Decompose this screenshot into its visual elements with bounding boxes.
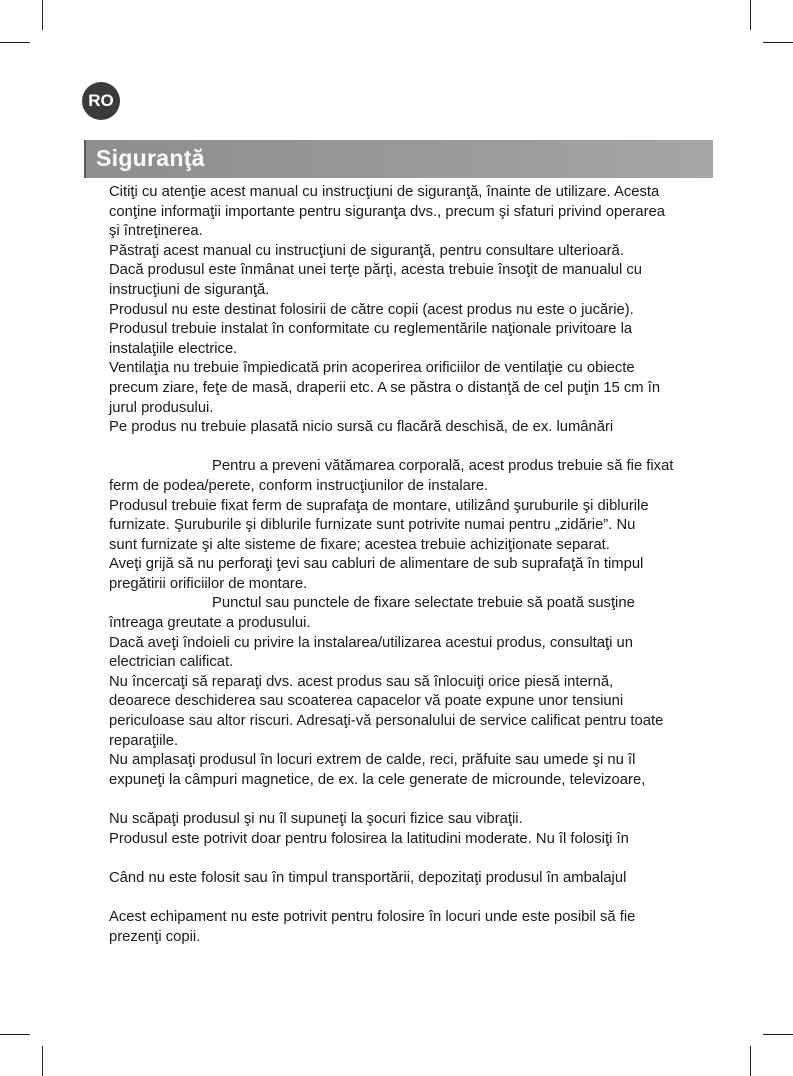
- paragraph: Aveţi grijă să nu perforaţi ţevi sau cabluri de alimentare de sub suprafaţă în timpul pregătirii orificiilor de montare.: [109, 556, 644, 592]
- paragraph: Ventilaţia nu trebuie împiedicată prin acoperirea orificiilor de ventilaţie cu obiecte precum ziare, feţe de masă, draperii etc. A se păstra o distanţă de cel puţin 15 cm în jurul produsului.: [109, 360, 661, 416]
- paragraph: Pentru a preveni vătămarea corporală, acest produs trebuie să fie fixat ferm de podea/perete, conform instrucţiunilor de instalare.: [109, 458, 674, 494]
- crop-mark-top-left-v: [42, 0, 43, 30]
- paragraph: Nu scăpaţi produsul şi nu îl supuneţi la şocuri fizice sau vibraţii.: [109, 811, 523, 827]
- paragraph: Acest echipament nu este potrivit pentru folosire în locuri unde este posibil să fie prezenţi copii.: [109, 908, 636, 945]
- section-title: Siguranţă: [96, 145, 205, 171]
- paragraph: Dacă produsul este înmânat unei terţe părţi, acesta trebuie însoţit de manualul cu instrucţiuni de siguranţă.: [109, 262, 642, 298]
- safety-text: [109, 183, 719, 947]
- paragraph: Nu încercaţi să reparaţi dvs. acest produs sau să înlocuiţi orice piesă internă, deoarece deschiderea sau scoaterea capacelor vă poate expune unor tensiuni periculoase sau altor riscuri. Adresaţi-vă personalului de service calificat pentru toate reparaţiile.: [109, 673, 664, 749]
- crop-mark-top-left-h: [0, 42, 30, 43]
- paragraph: Dacă aveţi îndoieli cu privire la instalarea/utilizarea acestui produs, consultaţi un electrician calificat.: [109, 634, 633, 671]
- crop-mark-top-right-h: [763, 42, 793, 43]
- paragraph: Păstraţi acest manual cu instrucţiuni de siguranţă, pentru consultare ulterioară.: [109, 242, 624, 259]
- paragraph: Citiţi cu atenţie acest manual cu instrucţiuni de siguranţă, înainte de utilizare. Acesta conţine informaţii importante pentru siguranţa dvs., precum şi sfaturi privind operarea şi întreţinerea.: [109, 184, 665, 240]
- paragraph: Produsul trebuie fixat ferm de suprafaţa de montare, utilizând şuruburile şi diblurile furnizate. Şuruburile şi diblurile furnizate sunt potrivite numai pentru „zidărie”. Nu sunt furnizate şi alte sisteme de fixare; acestea trebuie achiziţionate separat.: [109, 497, 649, 553]
- crop-mark-top-right-v: [750, 0, 751, 30]
- paragraph: Produsul este potrivit doar pentru folosirea la latitudini moderate. Nu îl folosiţi în: [109, 830, 629, 847]
- paragraph: Produsul trebuie instalat în conformitate cu reglementările naţionale privitoare la instalaţiile electrice.: [109, 321, 633, 357]
- paragraph: Nu amplasaţi produsul în locuri extrem de calde, reci, prăfuite sau umede şi nu îl expuneţi la câmpuri magnetice, de ex. la cele generate de microunde, televizoare,: [109, 752, 646, 788]
- crop-mark-bottom-right-h: [763, 1034, 793, 1035]
- language-badge: RO: [82, 82, 120, 120]
- paragraph: Produsul nu este destinat folosirii de către copii (acest produs nu este o jucărie).: [109, 301, 634, 318]
- paragraph: Când nu este folosit sau în timpul transportării, depozitaţi produsul în ambalajul: [109, 869, 627, 886]
- paragraph: Punctul sau punctele de fixare selectate trebuie să poată susţine întreaga greutate a produsului.: [109, 595, 635, 632]
- section-title-bar: [84, 140, 713, 178]
- crop-mark-bottom-right-v: [750, 1046, 751, 1076]
- crop-mark-bottom-left-v: [42, 1046, 43, 1076]
- crop-mark-bottom-left-h: [0, 1034, 30, 1035]
- paragraph: Pe produs nu trebuie plasată nicio sursă cu flacără deschisă, de ex. lumânări: [109, 419, 614, 436]
